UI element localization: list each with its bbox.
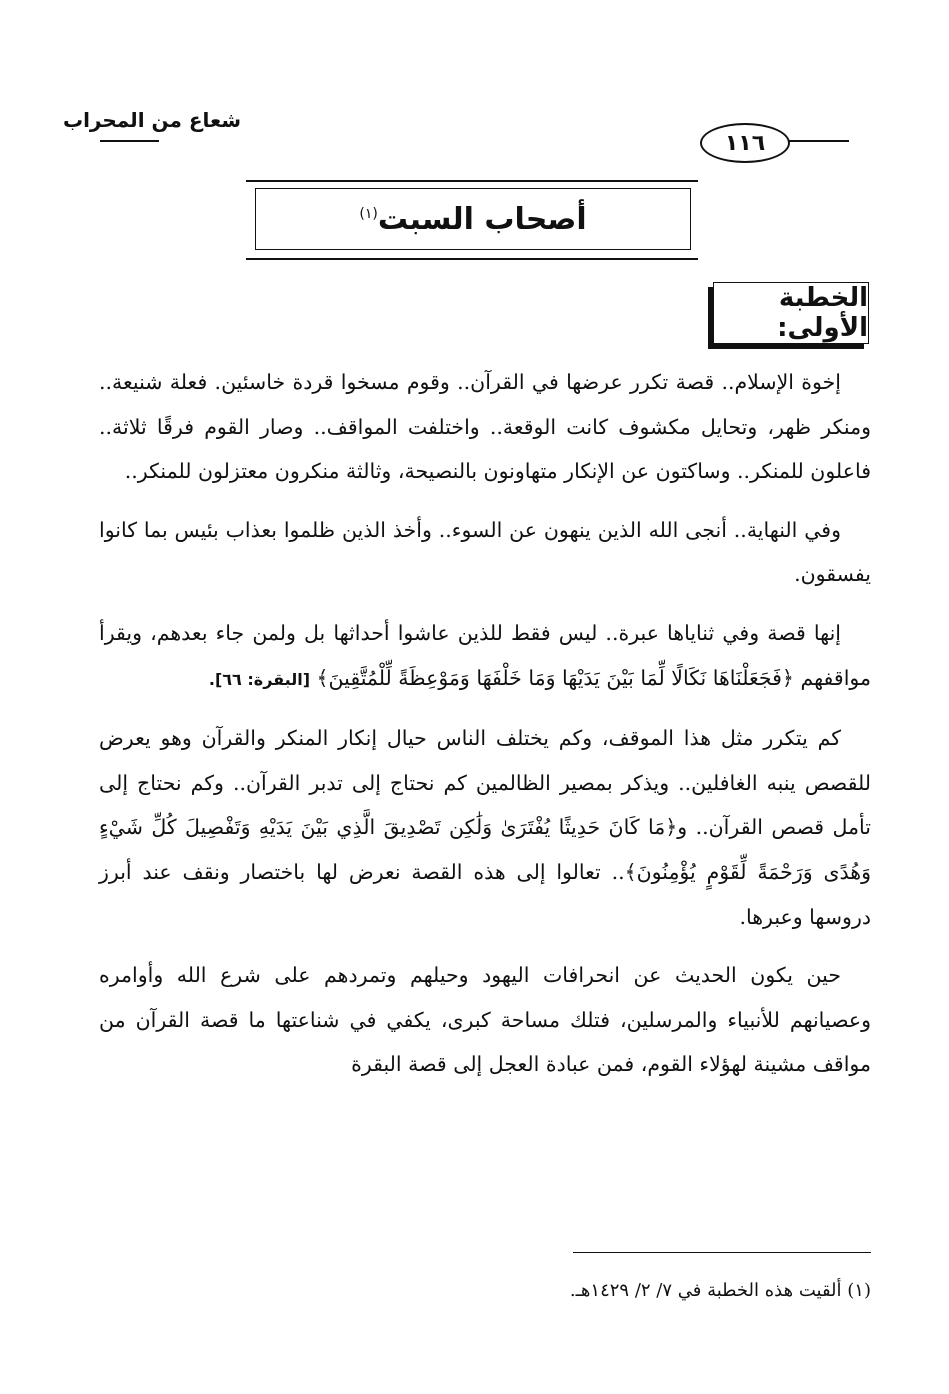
running-header-title: شعاع من المحراب <box>62 108 241 132</box>
paragraph-2: وفي النهاية.. أنجى الله الذين ينهون عن السوء.. وأخذ الذين ظلموا بعذاب بئيس بما كانوا يفسقون. <box>99 517 871 587</box>
section-heading: الخطبة الأولى: <box>713 282 869 344</box>
paragraph-3 <box>99 611 871 702</box>
chapter-title-text: أصحاب السبت <box>377 201 587 237</box>
page-number: ١١٦ <box>700 123 790 163</box>
body-text <box>99 360 871 1101</box>
footnote: (١) ألقيت هذه الخطبة في ٧/ ٢/ ١٤٢٩هـ. <box>569 1280 871 1301</box>
footnote-separator <box>573 1252 871 1253</box>
title-footnote-marker: (١) <box>359 205 378 222</box>
paragraph-1: إخوة الإسلام.. قصة تكرر عرضها في القرآن.. وقوم مسخوا قردة خاسئين. فعلة شنيعة.. ومنكر ظهر، وتحايل مكشوف كانت الوقعة.. واختلفت المواقف.. وصار القوم فرقًا ثلاثة.. فاعلون للمنكر.. وساكتون عن الإنكار متهاونون بالنصيحة، وثالثة منكرون معتزلون للمنكر.. <box>99 370 871 484</box>
chapter-title <box>359 202 586 237</box>
header-rule-left <box>100 140 159 142</box>
verse-reference: [البقرة: ٦٦]. <box>208 669 310 689</box>
paragraph-5: حين يكون الحديث عن انحرافات اليهود وحيلهم وتمردهم على شرع الله وأوامره وعصيانهم للأنبياء والمرسلين، فتلك مساحة كبرى، يكفي في شناعتها ما قصة القرآن من مواقف مشينة لهؤلاء القوم، فمن عبادة العجل إلى قصة البقرة <box>99 963 871 1077</box>
paragraph-4: كم يتكرر مثل هذا الموقف، وكم يختلف الناس حيال إنكار المنكر والقرآن وهو يعرض للقصص ينبه الغافلين.. ويذكر بمصير الظالمين كم نحتاج إلى تدبر القرآن.. وكم نحتاج إلى تأمل قصص القرآن.. و﴿مَا كَانَ حَدِيثًا يُفْتَرَىٰ وَلَٰكِن تَصْدِيقَ الَّذِي بَيْنَ يَدَيْهِ وَتَفْصِيلَ كُلِّ شَيْءٍ وَهُدًى وَرَحْمَةً لِّقَوْمٍ يُؤْمِنُونَ﴾.. تعالوا إلى هذه القصة نعرض لها باختصار ونقف عند أبرز دروسها وعبرها. <box>99 726 871 929</box>
paragraph-3-text: إنها قصة وفي ثناياها عبرة.. ليس فقط للذين عاشوا أحداثها بل ولمن جاء بعدهم، ويقرأ مواقفهم ﴿فَجَعَلْنَاهَا نَكَالًا لِّمَا بَيْنَ يَدَيْهَا وَمَا خَلْفَهَا وَمَوْعِظَةً لِّلْمُتَّقِينَ﴾ <box>99 620 871 690</box>
title-box <box>255 188 691 250</box>
header-rule-right <box>782 140 849 142</box>
